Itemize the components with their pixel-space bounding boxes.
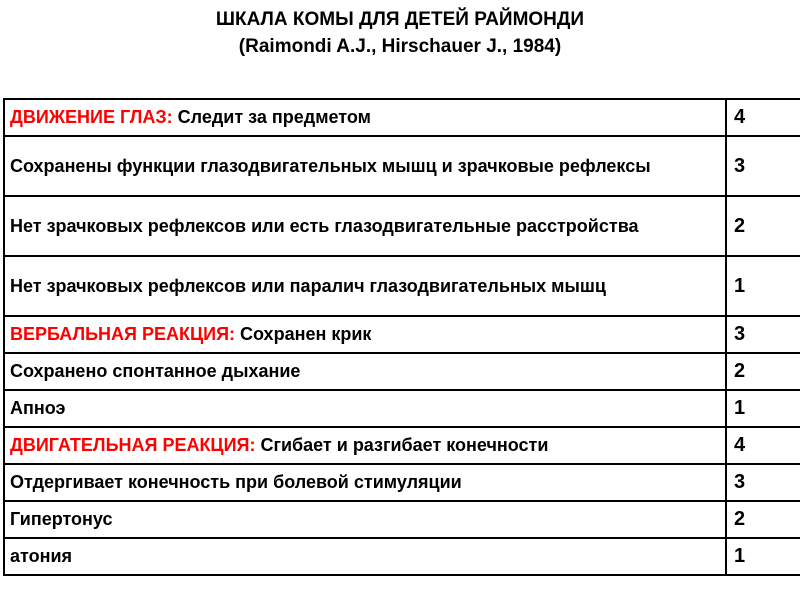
score-cell: 1 xyxy=(726,256,800,316)
description-text: Сгибает и разгибает конечности xyxy=(260,435,549,455)
description-text: Гипертонус xyxy=(10,509,113,529)
description-text: Сохранен крик xyxy=(240,324,372,344)
table-row xyxy=(4,390,800,427)
description-cell xyxy=(4,538,726,575)
description-cell xyxy=(4,353,726,390)
section-heading-verbal-response: ВЕРБАЛЬНАЯ РЕАКЦИЯ: xyxy=(10,324,235,344)
description-cell xyxy=(4,316,726,353)
table-row xyxy=(4,256,800,316)
description-text: Сохранено спонтанное дыхание xyxy=(10,361,301,381)
score-cell: 3 xyxy=(726,464,800,501)
description-cell xyxy=(4,256,726,316)
score-cell: 4 xyxy=(726,99,800,136)
title-line-2: (Raimondi A.J., Hirschauer J., 1984) xyxy=(238,36,562,57)
table-row xyxy=(4,427,800,464)
score-cell: 4 xyxy=(726,427,800,464)
description-text: Сохранены функции глазодвигательных мышц и зрачковые рефлексы xyxy=(10,155,651,176)
description-text: атония xyxy=(10,546,73,566)
coma-scale-table xyxy=(3,98,800,576)
section-heading-eye-movement: ДВИЖЕНИЕ ГЛАЗ: xyxy=(10,107,173,127)
description-cell xyxy=(4,99,726,136)
page-title xyxy=(0,6,800,60)
title-line-1: ШКАЛА КОМЫ ДЛЯ ДЕТЕЙ РАЙМОНДИ xyxy=(215,9,585,30)
description-cell xyxy=(4,427,726,464)
table-row xyxy=(4,99,800,136)
section-heading-motor-response: ДВИГАТЕЛЬНАЯ РЕАКЦИЯ: xyxy=(10,435,256,455)
score-cell: 2 xyxy=(726,353,800,390)
score-cell: 3 xyxy=(726,136,800,196)
description-text: Нет зрачковых рефлексов или есть глазодвигательные расстройства xyxy=(10,215,639,236)
score-cell: 2 xyxy=(726,196,800,256)
description-cell xyxy=(4,196,726,256)
table-row xyxy=(4,316,800,353)
score-cell: 1 xyxy=(726,538,800,575)
description-cell xyxy=(4,136,726,196)
description-text: Нет зрачковых рефлексов или паралич глазодвигательных мышц xyxy=(10,275,606,296)
table-row xyxy=(4,136,800,196)
table-row xyxy=(4,538,800,575)
description-cell xyxy=(4,501,726,538)
table-row xyxy=(4,353,800,390)
description-cell xyxy=(4,464,726,501)
table-row xyxy=(4,501,800,538)
description-text: Отдергивает конечность при болевой стимуляции xyxy=(10,472,462,492)
table-row xyxy=(4,464,800,501)
table-row xyxy=(4,196,800,256)
description-text: Апноэ xyxy=(10,398,66,418)
description-cell xyxy=(4,390,726,427)
score-cell: 2 xyxy=(726,501,800,538)
score-cell: 3 xyxy=(726,316,800,353)
score-cell: 1 xyxy=(726,390,800,427)
description-text: Следит за предметом xyxy=(177,107,371,127)
